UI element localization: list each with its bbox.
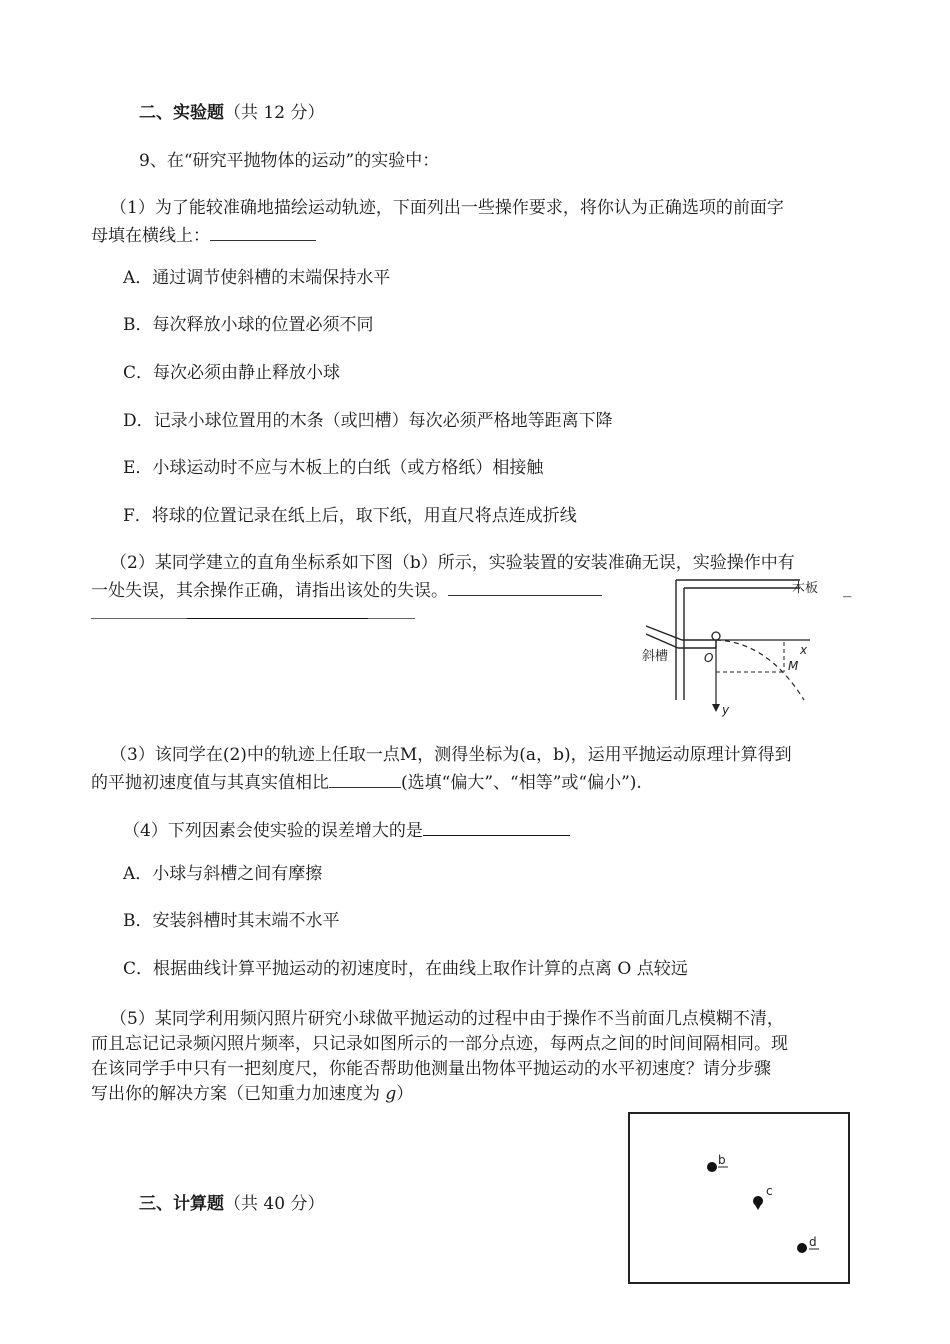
part-1-line-1: （1）为了能较准确地描绘运动轨迹，下面列出一些操作要求，将你认为正确选项的前面字: [110, 198, 784, 218]
figure-strobe-dots: [628, 1112, 852, 1286]
option-4-b: B．安装斜槽时其末端不水平: [123, 911, 340, 931]
part-5-line-4-text-a: 写出你的解决方案（已知重力加速度为: [91, 1084, 386, 1104]
question-9-intro: 9、在“研究平抛物体的运动”的实验中：: [139, 151, 440, 171]
part-2-line-2-text: 一处失误，其余操作正确，请指出该处的失误。: [91, 581, 448, 601]
point-m-label: M: [788, 659, 799, 673]
part-4-answer-blank[interactable]: [423, 817, 570, 836]
board-label: 木板: [792, 581, 819, 596]
strobe-frame: [629, 1113, 849, 1283]
dot-d-label: d: [809, 1235, 817, 1249]
part-3-line-1: （3）该同学在(2)中的轨迹上任取一点M，测得坐标为(a，b)，运用平抛运动原理计算得到: [110, 745, 792, 765]
section-3-heading: [139, 1193, 324, 1215]
part-5-line-4: [91, 1083, 413, 1105]
gravity-symbol: g: [385, 1084, 397, 1104]
part-4-stem: [123, 817, 570, 842]
y-axis-label: y: [722, 703, 730, 717]
chute-label: 斜槽: [642, 649, 669, 664]
x-axis-label: x: [800, 643, 808, 657]
part-5-line-4-text-b: ）: [396, 1084, 414, 1104]
part-2-answer-line-right: [368, 618, 415, 619]
option-1-a: A．通过调节使斜槽的末端保持水平: [123, 268, 391, 288]
option-4-c: C．根据曲线计算平抛运动的初速度时，在曲线上取作计算的点离 O 点较远: [123, 959, 688, 979]
section-2-heading: [139, 102, 324, 124]
dot-d: [797, 1243, 807, 1253]
ball-icon: [712, 632, 720, 640]
part-1-answer-blank[interactable]: [210, 222, 316, 241]
part-5-line-2: 而且忘记记录频闪照片频率，只记录如图所示的一部分点迹，每两点之间的时间间隔相同。现: [91, 1034, 788, 1054]
part-3-line-2-text-a: 的平抛初速度值与其真实值相比: [91, 773, 329, 793]
dot-b: [707, 1162, 717, 1172]
part-3-line-2-text-b: (选填“偏大”、“相等”或“偏小”).: [401, 773, 642, 793]
dot-c-label: c: [766, 1184, 773, 1198]
option-1-e: E．小球运动时不应与木板上的白纸（或方格纸）相接触: [123, 458, 544, 478]
option-4-a: A．小球与斜槽之间有摩擦: [123, 864, 323, 884]
part-1-line-2-text: 母填在横线上：: [91, 226, 210, 246]
origin-label: O: [704, 651, 714, 665]
option-1-f: F．将球的位置记录在纸上后，取下纸，用直尺将点连成折线: [123, 506, 577, 526]
part-4-stem-text: （4）下列因素会使实验的误差增大的是: [123, 821, 423, 841]
section-3-score: （共 40 分）: [224, 1194, 325, 1214]
part-2-line-2: [91, 577, 602, 602]
section-2-title: 二、实验题: [139, 103, 224, 123]
part-2-answer-blank[interactable]: [448, 577, 602, 596]
section-3-title: 三、计算题: [139, 1194, 224, 1214]
part-5-line-1: （5）某同学利用频闪照片研究小球做平抛运动的过程中由于操作不当前面几点模糊不清，: [110, 1009, 784, 1029]
part-5-line-3: 在该同学手中只有一把刻度尺，你能否帮助他测量出物体平抛运动的水平初速度？请分步骤: [91, 1059, 771, 1079]
dot-b-label: b: [718, 1153, 726, 1167]
part-2-answer-line-middle: [187, 618, 368, 619]
option-1-c: C．每次必须由静止释放小球: [123, 363, 341, 383]
part-2-trailing-mark: _: [843, 578, 852, 598]
y-axis-arrow-icon: [712, 704, 720, 712]
figure-b-apparatus: [640, 572, 840, 720]
part-2-answer-line-left: [91, 618, 187, 619]
option-1-b: B．每次释放小球的位置必须不同: [123, 315, 374, 335]
option-1-d: D．记录小球位置用的木条（或凹槽）每次必须严格地等距离下降: [123, 411, 613, 431]
part-3-line-2: [91, 769, 642, 794]
part-2-line-1: （2）某同学建立的直角坐标系如下图（b）所示，实验装置的安装准确无误，实验操作中有: [110, 553, 795, 573]
part-1-line-2: [91, 222, 316, 247]
part-3-answer-blank[interactable]: [329, 769, 401, 788]
section-2-score: （共 12 分）: [224, 103, 325, 123]
